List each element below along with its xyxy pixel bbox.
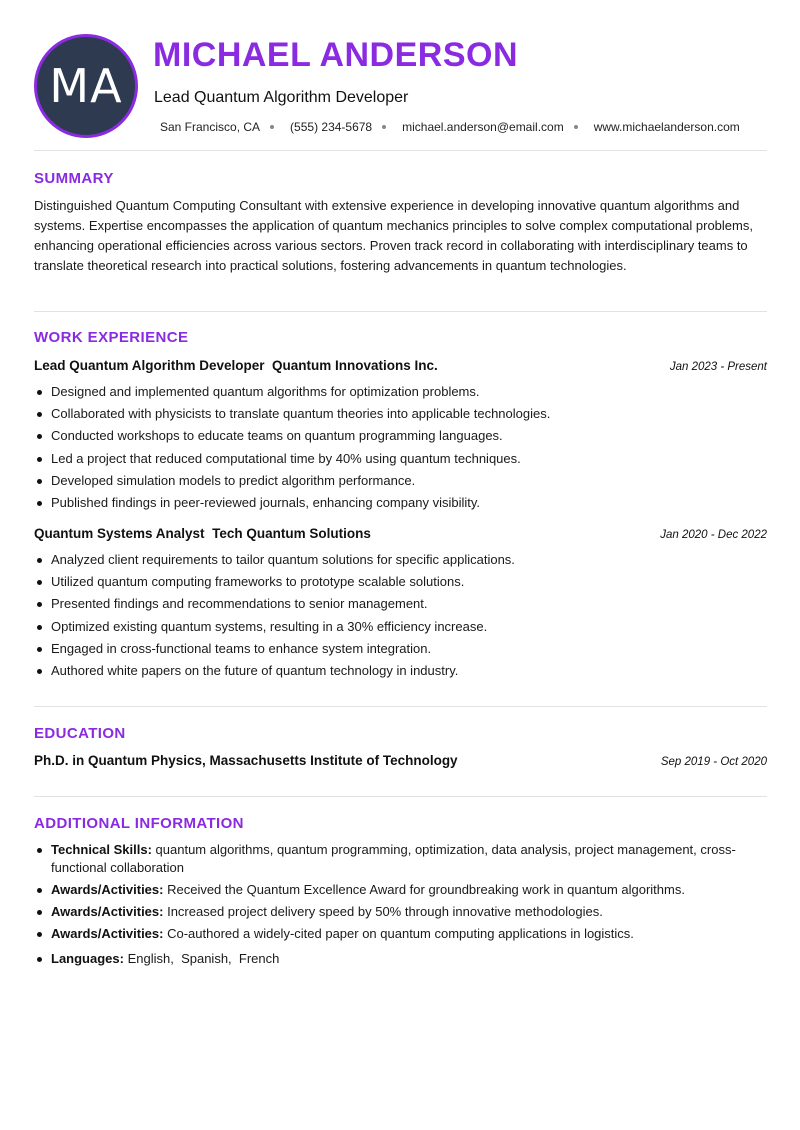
list-item: Presented findings and recommendations to senior management. [34, 593, 767, 615]
job-bullets [34, 381, 767, 514]
info-label: Awards/Activities: [51, 882, 164, 897]
divider [34, 311, 767, 312]
contact-website[interactable]: www.michaelanderson.com [593, 120, 740, 134]
info-text: English, Spanish, French [127, 951, 280, 966]
divider [34, 150, 767, 151]
avatar-initials: MA [49, 59, 123, 113]
separator-dot [270, 125, 274, 129]
divider [34, 706, 767, 707]
list-item: Designed and implemented quantum algorithms for optimization problems. [34, 381, 767, 403]
list-item [34, 950, 767, 968]
info-label: Awards/Activities: [51, 926, 164, 941]
job-dates: Jan 2023 - Present [669, 361, 767, 373]
list-item: Led a project that reduced computational time by 40% using quantum techniques. [34, 448, 767, 470]
job-company: Tech Quantum Solutions [212, 526, 371, 541]
separator-dot [382, 125, 386, 129]
list-item: Conducted workshops to educate teams on quantum programming languages. [34, 425, 767, 447]
job-role-line [34, 358, 438, 373]
experience-heading: WORK EXPERIENCE [34, 329, 189, 346]
list-item: Engaged in cross-functional teams to enhance system integration. [34, 638, 767, 660]
list-item: Authored white papers on the future of quantum technology in industry. [34, 660, 767, 682]
job-role: Lead Quantum Algorithm Developer [34, 358, 265, 373]
list-item: Collaborated with physicists to translate quantum theories into applicable technologies. [34, 403, 767, 425]
avatar [34, 34, 138, 138]
list-item [34, 925, 767, 943]
contact-email[interactable]: michael.anderson@email.com [402, 120, 564, 134]
contact-location: San Francisco, CA [160, 120, 261, 134]
info-label: Languages: [51, 951, 124, 966]
info-text: Increased project delivery speed by 50% through innovative methodologies. [167, 904, 603, 919]
job-bullets [34, 549, 767, 682]
info-text: Co-authored a widely-cited paper on quantum computing applications in logistics. [167, 926, 634, 941]
job-header [34, 358, 767, 373]
info-text: Received the Quantum Excellence Award for groundbreaking work in quantum algorithms. [167, 882, 685, 897]
list-item: Optimized existing quantum systems, resulting in a 30% efficiency increase. [34, 616, 767, 638]
list-item [34, 881, 767, 899]
contact-phone: (555) 234-5678 [290, 120, 373, 134]
education-heading: EDUCATION [34, 725, 126, 742]
divider [34, 796, 767, 797]
info-text: quantum algorithms, quantum programming, optimization, data analysis, project management, cross-functional collaboration [51, 842, 736, 875]
additional-list [34, 841, 767, 972]
list-item: Developed simulation models to predict algorithm performance. [34, 470, 767, 492]
summary-text: Distinguished Quantum Computing Consultant with extensive experience in developing innovative quantum algorithms and systems. Expertise encompasses the application of quantum mechanics principles to solve complex computational problems, enhancing operational efficiencies across various sectors. Proven track record in collaborating with interdisciplinary teams to translate theoretical research into practical solutions, fostering advancements in quantum technologies. [34, 198, 753, 273]
separator-dot [574, 125, 578, 129]
candidate-name: MICHAEL ANDERSON [153, 36, 519, 74]
job-role: Quantum Systems Analyst [34, 526, 205, 541]
education-dates: Sep 2019 - Oct 2020 [660, 756, 767, 768]
job-company: Quantum Innovations Inc. [272, 358, 438, 373]
list-item [34, 903, 767, 921]
job-role-line [34, 526, 371, 541]
list-item: Utilized quantum computing frameworks to prototype scalable solutions. [34, 571, 767, 593]
list-item: Analyzed client requirements to tailor quantum solutions for specific applications. [34, 549, 767, 571]
job-header [34, 526, 767, 541]
education-degree: Ph.D. in Quantum Physics, Massachusetts Institute of Technology [34, 753, 458, 768]
info-label: Awards/Activities: [51, 904, 164, 919]
info-label: Technical Skills: [51, 842, 152, 857]
list-item [34, 841, 767, 877]
job-dates: Jan 2020 - Dec 2022 [660, 529, 767, 541]
candidate-title: Lead Quantum Algorithm Developer [154, 89, 409, 106]
list-item: Published findings in peer-reviewed journals, enhancing company visibility. [34, 492, 767, 514]
contact-bar [160, 120, 740, 134]
education-entry [34, 753, 767, 768]
additional-heading: ADDITIONAL INFORMATION [34, 815, 244, 832]
summary-heading: SUMMARY [34, 170, 114, 187]
